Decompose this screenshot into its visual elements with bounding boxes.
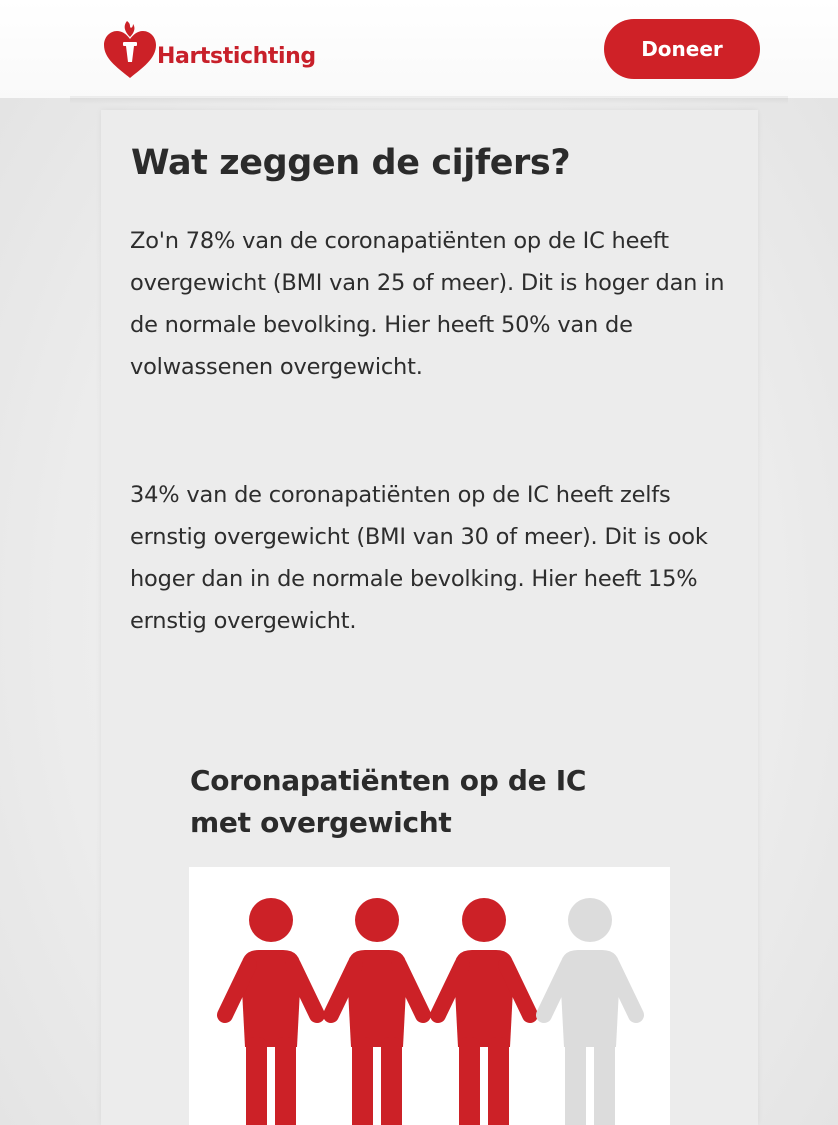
- person-icon: [225, 898, 317, 1125]
- heart-torch-icon[interactable]: [100, 18, 160, 82]
- infographic-panel: [189, 867, 670, 1125]
- brand-name[interactable]: Hartstichting: [157, 44, 316, 69]
- person-icon: [544, 898, 636, 1125]
- infographic-title: Coronapatiënten op de IC met overgewicht: [190, 764, 587, 839]
- article-paragraph-1: Zo'n 78% van de coronapatiënten op de IC heeft overgewicht (BMI van 25 of meer). Dit is hoger dan in de normale bevolking. Hier heeft 50% van de volwassenen overgewicht.: [130, 228, 725, 380]
- article-heading: Wat zeggen de cijfers?: [131, 143, 571, 183]
- header-divider: [70, 96, 788, 104]
- person-icon: [331, 898, 423, 1125]
- article-paragraph-2: 34% van de coronapatiënten op de IC heeft zelfs ernstig overgewicht (BMI van 30 of meer). Dit is ook hoger dan in de normale bevolking. Hier heeft 15% ernstig overgewicht.: [130, 482, 708, 634]
- people-figure: [189, 867, 670, 1125]
- donate-button[interactable]: Doneer: [604, 19, 760, 79]
- person-icon: [438, 898, 530, 1125]
